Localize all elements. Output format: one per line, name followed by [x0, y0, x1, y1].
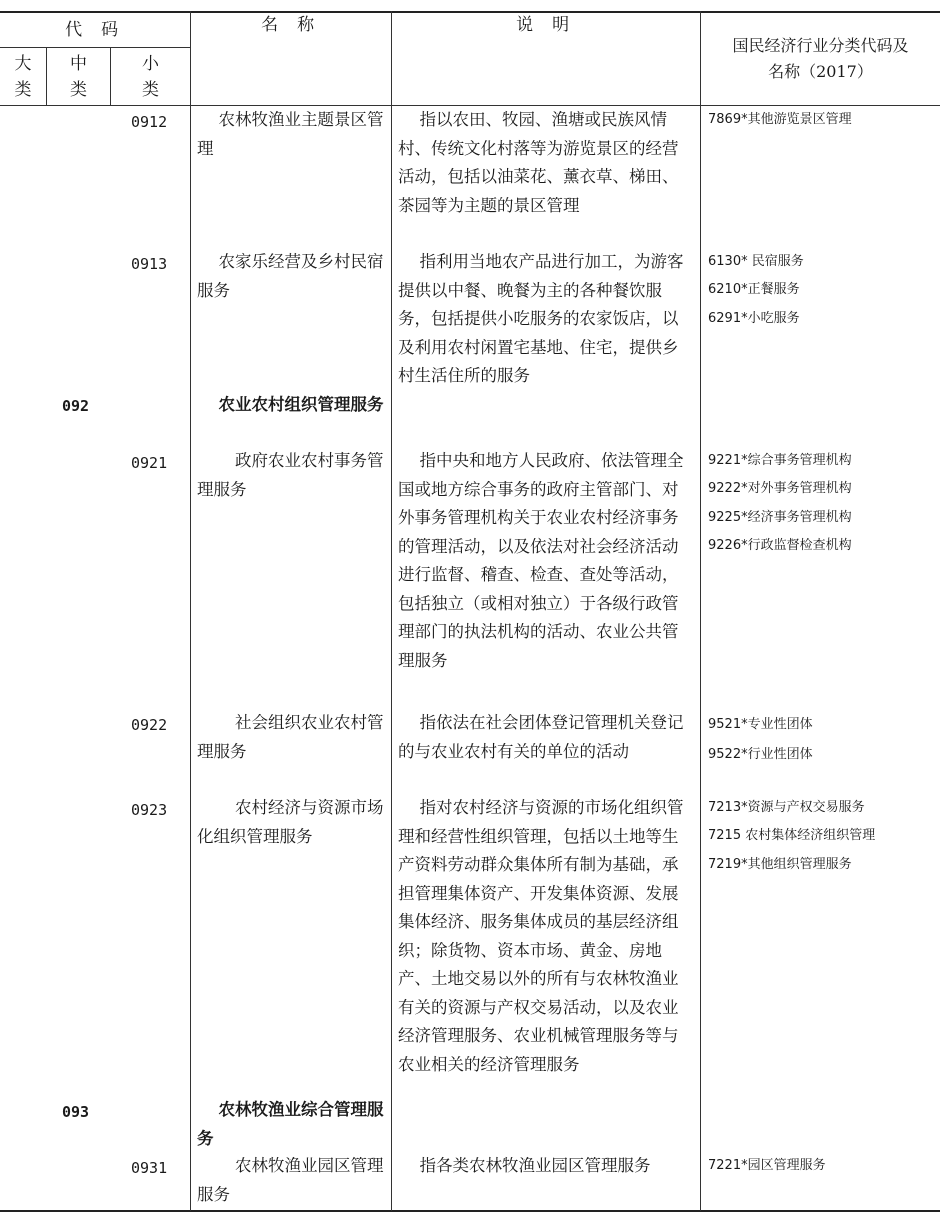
item-name: 政府农业农村事务管理服务 — [197, 451, 384, 499]
industry-refs — [708, 447, 936, 560]
item-description: 指中央和地方人民政府、依法管理全国或地方综合事务的政府主管部门、对外事务管理机构关于农业农村经济事务的管理活动，以及依法对社会经济活动进行监督、稽查、检查、查处等活动，包括独立（或相对独立）于各级行政管理部门的执法机构的活动、农业公共管理服务 — [398, 451, 684, 670]
header-ref — [701, 12, 940, 105]
item-name: 农村经济与资源市场化组织管理服务 — [197, 798, 384, 846]
header-xiao-label: 小类 — [142, 53, 159, 100]
header-zhong-label: 中类 — [70, 53, 87, 100]
industry-refs — [708, 106, 936, 134]
industry-ref: 9221*综合事务管理机构 — [708, 453, 852, 468]
small-code: 0921 — [131, 454, 168, 472]
header-da — [0, 48, 46, 105]
industry-ref: 6210*正餐服务 — [708, 282, 800, 298]
industry-ref: 9225*经济事务管理机构 — [708, 509, 852, 525]
header-xiao — [111, 48, 190, 105]
col-divider-code — [190, 11, 191, 1211]
item-description: 指依法在社会团体登记管理机关登记的与农业农村有关的单位的活动 — [398, 713, 684, 761]
industry-refs — [708, 1152, 936, 1180]
industry-ref: 9226*行政监督检查机构 — [708, 537, 852, 553]
item-name: 社会组织农业农村管理服务 — [197, 713, 384, 761]
mid-code: 092 — [62, 397, 90, 415]
small-code: 0922 — [131, 716, 168, 734]
industry-ref: 9222*对外事务管理机构 — [708, 481, 852, 497]
item-description: 指利用当地农产品进行加工，为游客提供以中餐、晚餐为主的各种餐饮服务，包括提供小吃服务的农家饭店，以及利用农村闲置宅基地、住宅，提供乡村生活住所的服务 — [398, 252, 684, 385]
small-code: 0912 — [131, 113, 168, 131]
industry-ref: 6130* 民宿服务 — [708, 254, 804, 269]
item-name: 农林牧渔业综合管理服务 — [197, 1100, 384, 1148]
industry-ref: 7215 农村集体经济组织管理 — [708, 828, 876, 844]
header-desc: 说 明 — [516, 15, 576, 35]
item-name: 农林牧渔业园区管理服务 — [197, 1156, 384, 1204]
header-name: 名 称 — [261, 15, 321, 35]
industry-ref: 6291*小吃服务 — [708, 310, 800, 326]
item-description: 指各类农林牧渔业园区管理服务 — [419, 1156, 651, 1175]
industry-refs — [708, 711, 936, 770]
header-ref-line2: 名称（2017） — [768, 61, 873, 81]
header-code-group: 代 码 — [65, 19, 125, 40]
item-name: 农林牧渔业主题景区管理 — [197, 110, 384, 158]
industry-ref: 7213*资源与产权交易服务 — [708, 800, 865, 815]
industry-ref: 7869*其他游览景区管理 — [708, 112, 852, 127]
industry-ref: 9522*行业性团体 — [708, 747, 813, 763]
industry-ref: 7219*其他组织管理服务 — [708, 856, 852, 872]
item-description: 指对农村经济与资源的市场化组织管理和经营性组织管理，包括以土地等生产资料劳动群众集体所有制为基础，承担管理集体资产、开发集体资源、发展集体经济、服务集体成员的基层经济组织；除货物、资本市场、黄金、房地产、土地交易以外的所有与农林牧渔业有关的资源与产权交易活动，以及农业经济管理服务、农业机械管理服务等与农业相关的经济管理服务 — [398, 798, 684, 1074]
industry-refs — [708, 794, 938, 879]
industry-ref: 7221*园区管理服务 — [708, 1158, 826, 1173]
small-code: 0931 — [131, 1159, 168, 1177]
col-divider-name — [391, 11, 392, 1211]
header-ref-line1: 国民经济行业分类代码及 — [732, 35, 909, 55]
col-divider-desc — [700, 11, 701, 1211]
item-name: 农家乐经营及乡村民宿服务 — [197, 252, 384, 300]
small-code: 0913 — [131, 255, 168, 273]
mid-code: 093 — [62, 1103, 90, 1121]
item-description: 指以农田、牧园、渔塘或民族风情村、传统文化村落等为游览景区的经营活动，包括以油菜花、薰衣草、梯田、茶园等为主题的景区管理 — [398, 110, 679, 215]
industry-refs — [708, 248, 936, 333]
small-code: 0923 — [131, 801, 168, 819]
industry-ref: 9521*专业性团体 — [708, 717, 813, 732]
table-bottom-rule — [0, 1210, 940, 1212]
header-da-label: 大类 — [14, 53, 32, 100]
header-zhong — [47, 48, 110, 105]
item-name: 农业农村组织管理服务 — [218, 395, 384, 414]
